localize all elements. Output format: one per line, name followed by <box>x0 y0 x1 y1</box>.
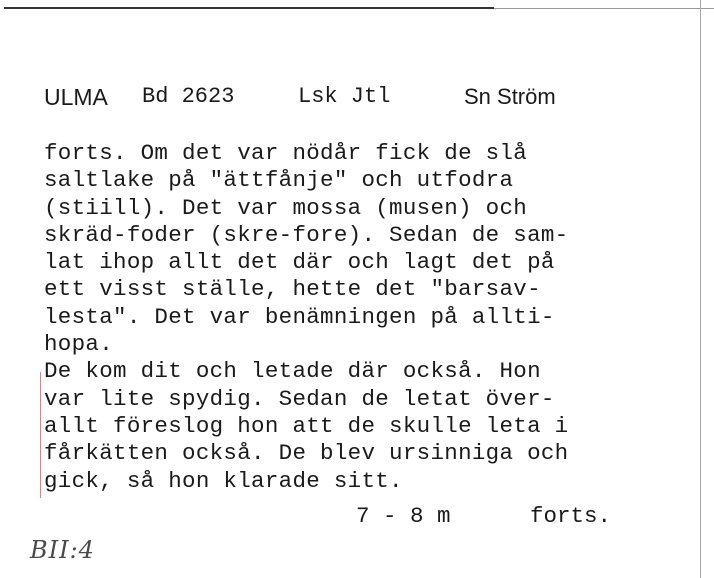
text-line: skräd-foder (skre-fore). Sedan de sam- <box>44 221 569 248</box>
margin-mark-line <box>40 372 41 498</box>
text-line: ett visst ställe, hette det "barsav- <box>44 276 541 303</box>
page-range: 7 - 8 m <box>356 503 451 529</box>
volume-number: Bd 2623 <box>142 84 235 109</box>
text-line: hopa. <box>44 331 114 358</box>
text-line: fårkätten också. De blev ursinniga och <box>44 440 569 467</box>
continued-marker: forts. <box>530 503 612 529</box>
text-line: gick, så hon klarade sitt. <box>44 467 403 494</box>
province-code: Lsk Jtl <box>298 84 391 109</box>
text-line: De kom dit och letade där också. Hon <box>44 358 541 385</box>
text-line: (stiill). Det var mossa (musen) och <box>44 194 528 221</box>
parish-name: Sn Ström <box>464 84 556 109</box>
card-body-text <box>44 140 684 495</box>
text-line: forts. Om det var nödår fick de slå <box>44 140 528 166</box>
text-line: allt föreslog hon att de skulle leta i <box>44 412 569 439</box>
text-line: lesta". Det var benämningen på allti- <box>44 303 555 330</box>
card-footer <box>44 503 684 531</box>
text-line: saltlake på "ättfånje" och utfodra <box>44 167 514 194</box>
top-border-line <box>4 7 494 9</box>
top-border-line-thin <box>494 8 714 9</box>
handwritten-note: BII:4 <box>30 536 95 564</box>
archive-code: ULMA <box>44 84 108 110</box>
card-right-edge <box>700 0 701 578</box>
text-line: var lite spydig. Sedan de letat över- <box>44 385 555 412</box>
text-line: lat ihop allt det där och lagt det på <box>44 249 555 276</box>
